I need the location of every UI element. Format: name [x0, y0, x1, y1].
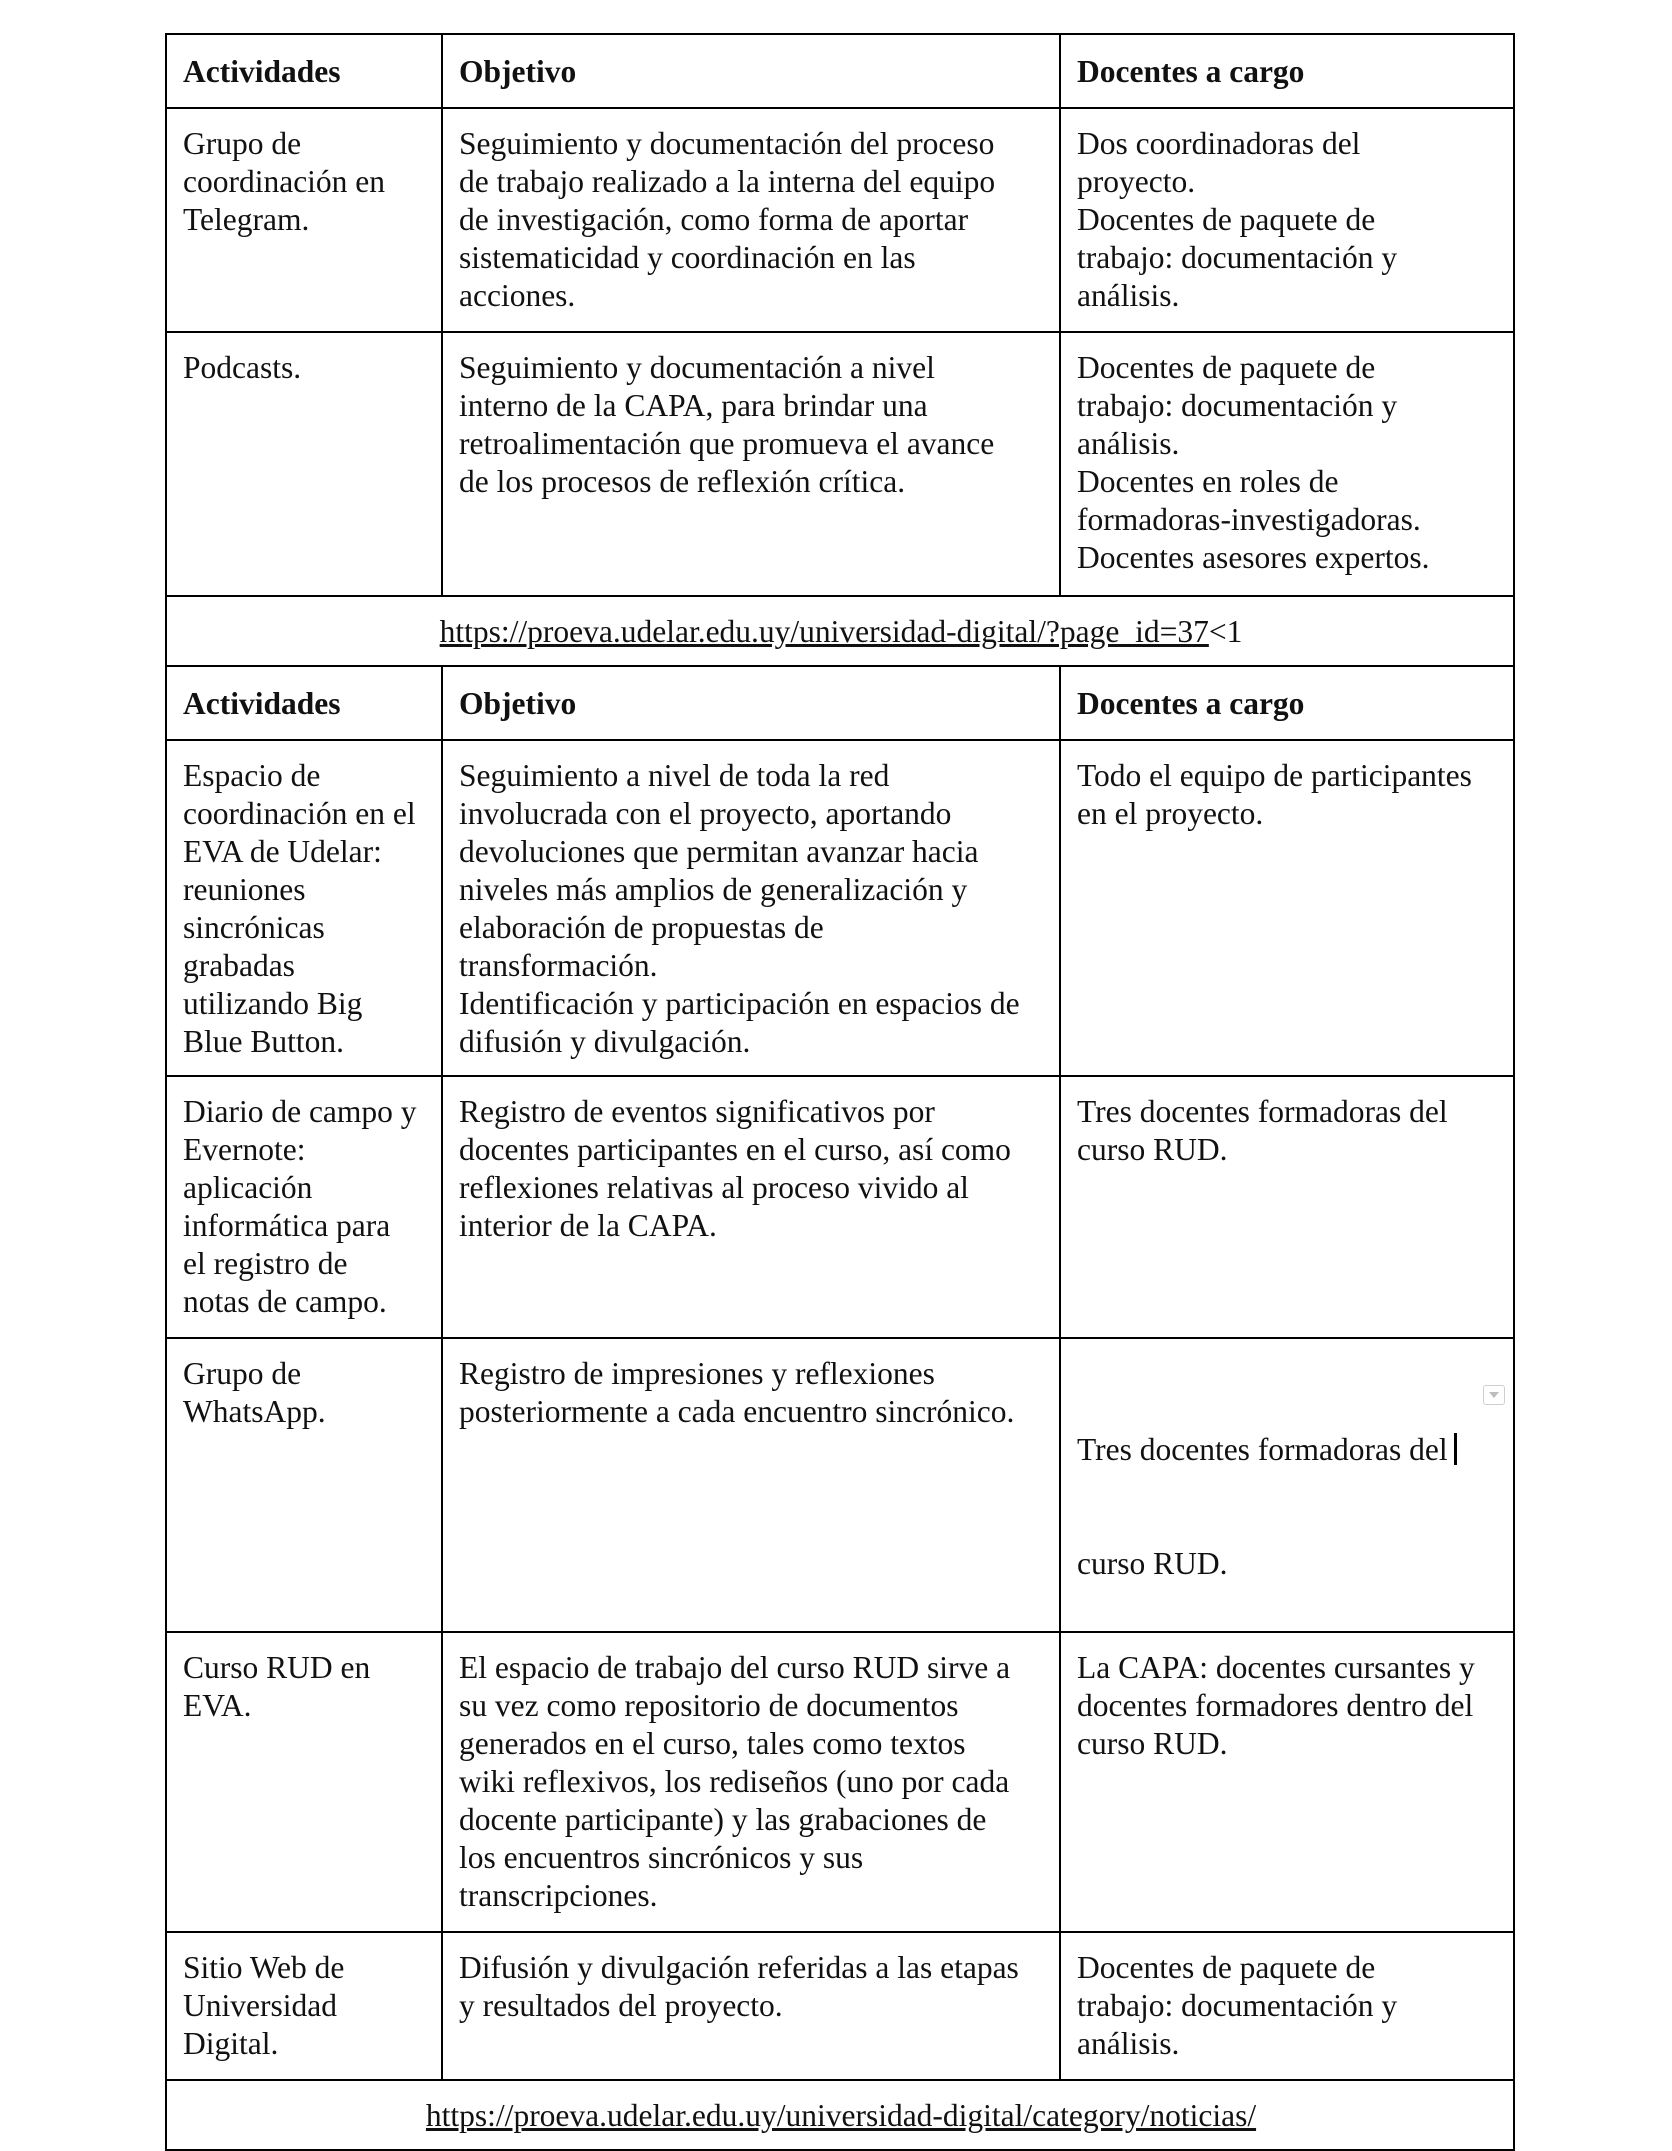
objetivo-cell[interactable]: Registro de impresiones y reflexiones posteriormente a cada encuentro sincrónico. — [442, 1338, 1060, 1632]
page-link[interactable]: https://proeva.udelar.edu.uy/universidad-digital/?page_id=37 — [439, 614, 1209, 649]
table-row — [166, 332, 1514, 596]
link-cell — [166, 596, 1514, 666]
docentes-cell[interactable]: Tres docentes formadoras del curso RUD. — [1060, 1076, 1514, 1338]
docentes-cell[interactable]: Todo el equipo de participantes en el proyecto. — [1060, 740, 1514, 1076]
header-actividades[interactable]: Actividades — [166, 666, 442, 740]
cell-dropdown-icon[interactable] — [1483, 1385, 1505, 1405]
link-suffix-text: <1 — [1208, 614, 1243, 649]
text-cursor — [1454, 1433, 1457, 1465]
link-cell — [166, 2080, 1514, 2150]
objetivo-cell[interactable]: Seguimiento y documentación a nivel interno de la CAPA, para brindar una retroalimentación que promueva el avance de los procesos de reflexión crítica. — [442, 332, 1060, 596]
table-row — [166, 1076, 1514, 1338]
actividad-cell[interactable]: Espacio de coordinación en el EVA de Udelar: reuniones sincrónicas grabadas utilizando Big Blue Button. — [166, 740, 442, 1076]
news-link[interactable]: https://proeva.udelar.edu.uy/universidad-digital/category/noticias/ — [425, 2098, 1257, 2133]
table-row — [166, 108, 1514, 332]
table-row — [166, 1932, 1514, 2080]
docentes-line: curso RUD. — [1077, 1546, 1228, 1581]
table2-link-row — [166, 2080, 1514, 2150]
objetivo-cell[interactable]: El espacio de trabajo del curso RUD sirve a su vez como repositorio de documentos generados en el curso, tales como textos wiki reflexivos, los rediseños (uno por cada docente participante) y las grabaciones de los encuentros sincrónicos y sus transcripciones. — [442, 1632, 1060, 1932]
docentes-line: Tres docentes formadoras del — [1077, 1432, 1448, 1467]
activities-table — [165, 33, 1515, 2151]
header-docentes-a-cargo[interactable]: Docentes a cargo — [1060, 34, 1514, 108]
docentes-cell[interactable]: Docentes de paquete de trabajo: documentación y análisis. Docentes en roles de formadoras-investigadoras. Docentes asesores expertos. — [1060, 332, 1514, 596]
actividad-cell[interactable]: Grupo de coordinación en Telegram. — [166, 108, 442, 332]
docentes-cell[interactable]: Docentes de paquete de trabajo: documentación y análisis. — [1060, 1932, 1514, 2080]
table-row — [166, 1632, 1514, 1932]
objetivo-cell[interactable]: Registro de eventos significativos por docentes participantes en el curso, así como reflexiones relativas al proceso vivido al interior de la CAPA. — [442, 1076, 1060, 1338]
table-row — [166, 1338, 1514, 1632]
header-objetivo[interactable]: Objetivo — [442, 34, 1060, 108]
table1-link-row — [166, 596, 1514, 666]
header-docentes-a-cargo[interactable]: Docentes a cargo — [1060, 666, 1514, 740]
table1-header-row — [166, 34, 1514, 108]
objetivo-cell[interactable]: Difusión y divulgación referidas a las etapas y resultados del proyecto. — [442, 1932, 1060, 2080]
docentes-cell-content — [1077, 1393, 1499, 1583]
objetivo-cell[interactable]: Seguimiento y documentación del proceso de trabajo realizado a la interna del equipo de investigación, como forma de aportar sistematicidad y coordinación en las acciones. — [442, 108, 1060, 332]
actividad-cell[interactable]: Grupo de WhatsApp. — [166, 1338, 442, 1632]
actividad-cell[interactable]: Sitio Web de Universidad Digital. — [166, 1932, 442, 2080]
actividad-cell[interactable]: Podcasts. — [166, 332, 442, 596]
header-objetivo[interactable]: Objetivo — [442, 666, 1060, 740]
table2-header-row — [166, 666, 1514, 740]
header-actividades[interactable]: Actividades — [166, 34, 442, 108]
objetivo-cell[interactable]: Seguimiento a nivel de toda la red involucrada con el proyecto, aportando devoluciones que permitan avanzar hacia niveles más amplios de generalización y elaboración de propuestas de transformación. Identificación y participación en espacios de difusión y divulgación. — [442, 740, 1060, 1076]
actividad-cell[interactable]: Curso RUD en EVA. — [166, 1632, 442, 1932]
docentes-cell[interactable]: Dos coordinadoras del proyecto. Docentes de paquete de trabajo: documentación y análisis. — [1060, 108, 1514, 332]
table-row — [166, 740, 1514, 1076]
docentes-cell[interactable] — [1060, 1338, 1514, 1632]
actividad-cell[interactable]: Diario de campo y Evernote: aplicación informática para el registro de notas de campo. — [166, 1076, 442, 1338]
docentes-cell[interactable]: La CAPA: docentes cursantes y docentes formadores dentro del curso RUD. — [1060, 1632, 1514, 1932]
